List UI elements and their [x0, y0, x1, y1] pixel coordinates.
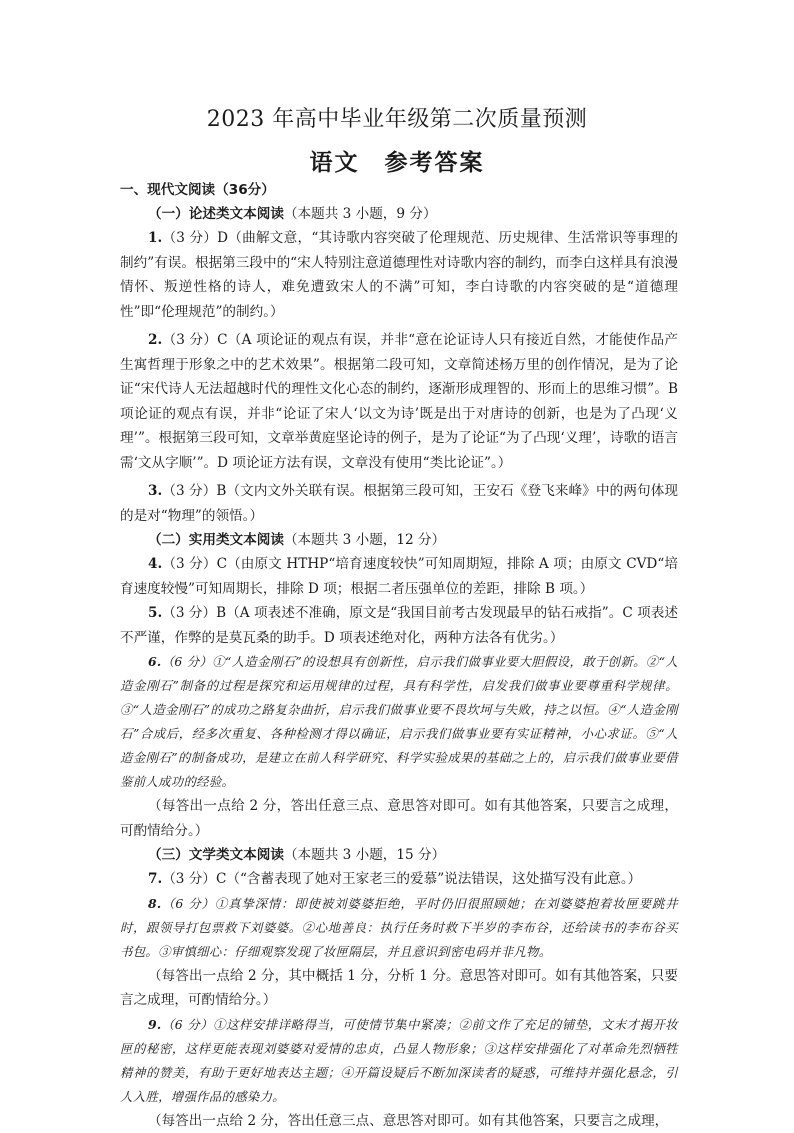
section-heading-modern-reading: 一、现代文阅读（36分）: [120, 178, 678, 202]
scoring-note-q9: （每答出一点给 2 分，答出任意三点、意思答对即可。如有其他答案，只要言之成理，: [120, 1109, 678, 1133]
subsection-note: （本题共 3 小题，15 分）: [284, 847, 445, 863]
question-number: 4.: [148, 556, 162, 572]
answer-q6: [120, 650, 678, 794]
question-number: 5.: [148, 605, 162, 621]
answer-q3: [120, 479, 678, 528]
scoring-note-q8: （每答出一点给 2 分，其中概括 1 分，分析 1 分。意思答对即可。如有其他答案，只要言之成理，可酌情给分。）: [120, 964, 678, 1013]
subsection-title: （二）实用类文本阅读: [148, 532, 284, 548]
subsection-heading-practical: [120, 528, 678, 552]
answer-text: （3 分）C（由原文 HTHP“培育速度较快”可知周期短，排除 A 项；由原文 CVD“培育速度较慢”可知周期长，排除 D 项；根据二者压强单位的差距，排除 B 项。）: [120, 556, 678, 597]
question-number: 6.: [148, 654, 162, 669]
document-subtitle: 语文 参考答案: [0, 144, 794, 177]
answer-text: （6 分）①这样安排详略得当，可使情节集中紧凑；②前文作了充足的铺垫，文末才揭开妆匣的秘密，这样更能表现刘婆婆对爱情的忠贞，凸显人物形象；③这样安排强化了对革命先烈牺牲精神的赞美，有助于更好地表达主题；④开篇设疑后不断加深读者的疑惑，可维持并强化悬念，引人入胜，增强作品的感染力。: [120, 1017, 678, 1104]
answer-text: （6 分）①“人造金刚石”的设想具有创新性，启示我们做事业要大胆假设，敢于创新。②“人造金刚石”制备的过程是探究和运用规律的过程，具有科学性，启发我们做事业要尊重科学规律。③“人造金刚石”的成功之路复杂曲折，启示我们做事业要不畏坎坷与失败，持之以恒。④“人造金刚石”合成后，经多次重复、各种检测才得以确证，启示我们做事业要有实证精神，小心求证。⑤“人造金刚石”的制备成功，是建立在前人科学研究、科学实验成果的基础之上的，启示我们做事业要借鉴前人成功的经验。: [120, 654, 678, 789]
answer-q5: [120, 601, 678, 650]
question-number: 7.: [148, 871, 162, 887]
subsection-heading-literary: [120, 843, 678, 867]
question-number: 2.: [148, 332, 162, 348]
answer-q7: [120, 867, 678, 892]
question-number: 3.: [148, 483, 162, 499]
answer-text: （6 分）①真挚深情：即使被刘婆婆拒绝，平时仍旧很照顾她；在刘婆婆抱着妆匣要跳井时，跟领导打包票救下刘婆婆。②心地善良：执行任务时救下半岁的李布谷，还给读书的李布谷买书包。③审慎细心：仔细观察发现了妆匣隔层，并且意识到密电码并非凡物。: [120, 896, 678, 959]
subsection-note: （本题共 3 小题，12 分）: [284, 532, 445, 548]
answer-content: [120, 178, 678, 1133]
subsection-title: （三）文学类文本阅读: [148, 847, 284, 863]
answer-text: （3 分）C（A 项论证的观点有误，并非“意在论证诗人只有接近自然，才能使作品产生寓哲理于形象之中的艺术效果”。根据第二段可知，文章简述杨万里的创作情况，是为了论证“宋代诗人无法超越时代的理性文化心态的制约，逐渐形成理智的、形而上的思维习惯”。B 项论证的观点有误，并非“论证了宋人‘以文为诗’既是出于对唐诗的创新，也是为了凸现‘义理’”。根据第三段可知，文章举黄庭坚论诗的例子，是为了论证“为了凸现‘义理’，诗歌的语言需‘文从字顺’”。D 项论证方法有误，文章没有使用“类比论证”。）: [120, 332, 678, 471]
subsection-note: （本题共 3 小题，9 分）: [284, 206, 437, 222]
document-title: 2023 年高中毕业年级第二次质量预测: [0, 102, 794, 133]
answer-q4: [120, 552, 678, 601]
answer-text: （3 分）B（文内文外关联有误。根据第三段可知，王安石《登飞来峰》中的两句体现的是对“物理”的领悟。）: [120, 483, 678, 524]
question-number: 9.: [148, 1017, 162, 1032]
subsection-title: （一）论述类文本阅读: [148, 206, 284, 222]
answer-text: （3 分）C（“含蓄表现了她对王家老三的爱慕”说法错误，这处描写没有此意。）: [162, 871, 641, 887]
answer-q8: [120, 892, 678, 964]
answer-q9: [120, 1013, 678, 1109]
answer-q2: [120, 328, 678, 475]
subsection-heading-argumentative: [120, 202, 678, 226]
answer-q1: [120, 226, 678, 324]
question-number: 1.: [148, 230, 162, 246]
scoring-note-q6: （每答出一点给 2 分，答出任意三点、意思答对即可。如有其他答案，只要言之成理，可酌情给分。）: [120, 794, 678, 843]
question-number: 8.: [148, 896, 162, 911]
answer-text: （3 分）D（曲解文意，“其诗歌内容突破了伦理规范、历史规律、生活常识等事理的制约”有误。根据第三段中的“宋人特别注意道德理性对诗歌内容的制约，而李白这样具有浪漫情怀、叛逆性格的诗人，难免遭致宋人的不满”可知，李白诗歌的内容突破的是“道德理性”即“伦理规范”的制约。）: [120, 230, 678, 320]
answer-text: （3 分）B（A 项表述不准确，原文是“我国目前考古发现最早的钻石戒指”。C 项表述不严谨，作弊的是莫瓦桑的助手。D 项表述绝对化，两种方法各有优劣。）: [120, 605, 678, 646]
